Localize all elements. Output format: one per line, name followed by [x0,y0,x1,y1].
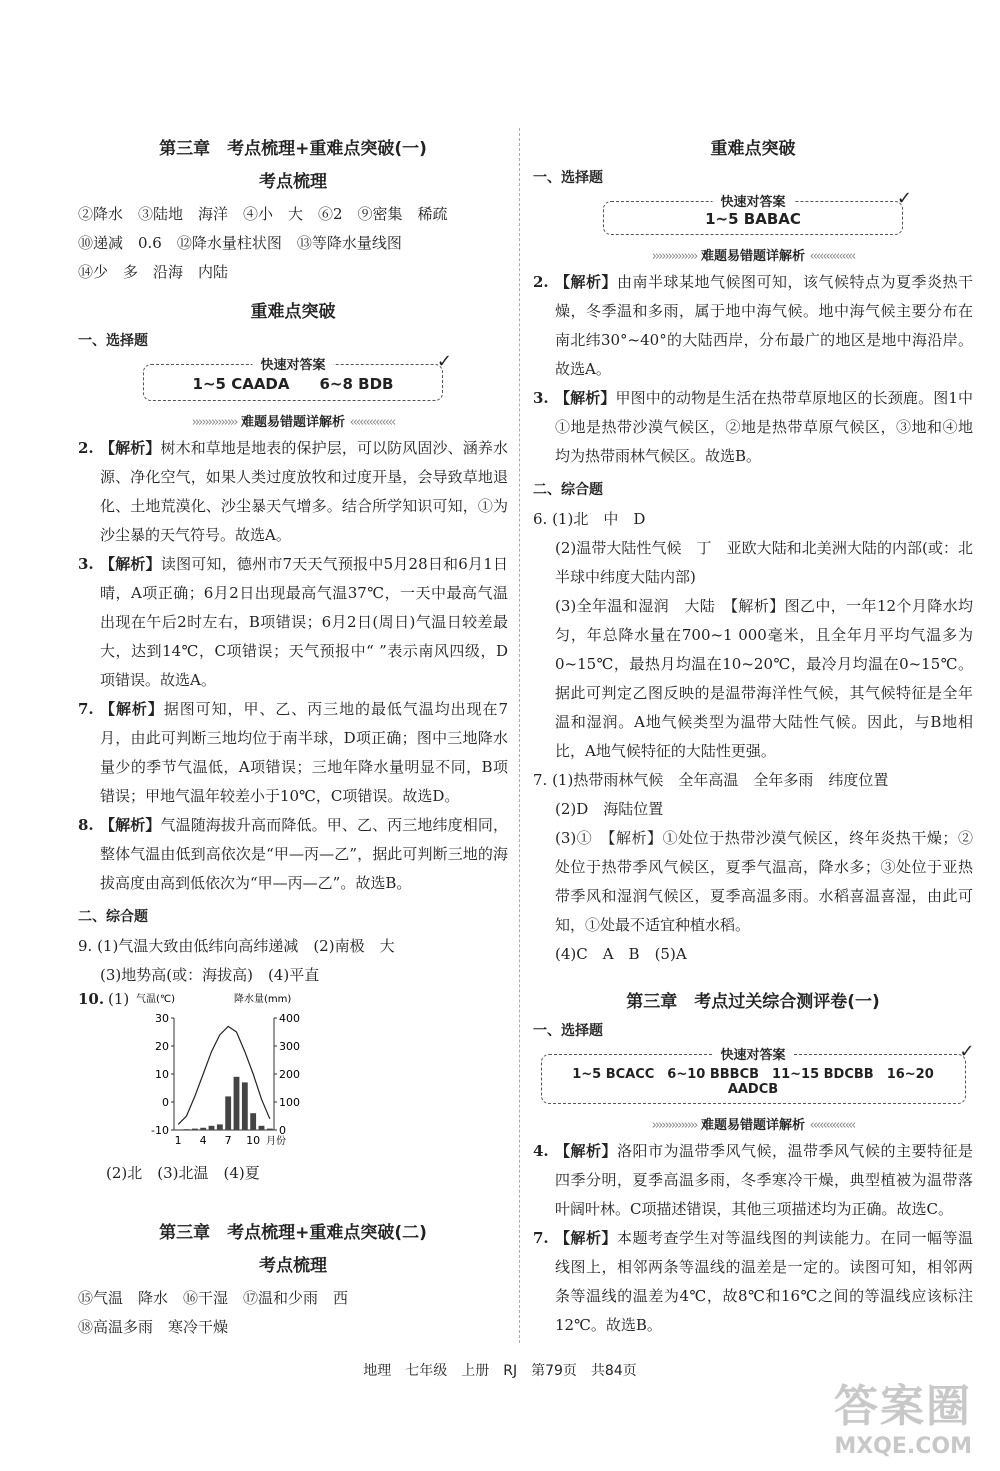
precipitation-bar [192,1129,198,1130]
quick-answer-box [143,351,452,401]
y2-tick-label: 100 [279,1096,300,1109]
analysis-item: 3. 【解析】甲图中的动物是生活在热带草原地区的长颈鹿。图1中①地是热带沙漠气候区，②地是热带草原气候区，③地和④地均为热带雨林气候区。故选B。 [533,389,973,465]
precipitation-bar [209,1126,215,1130]
question-part: (1) [108,990,130,1008]
temperature-line [178,1026,270,1124]
answer-line: 9. (1)气温大致由低纬向高纬递减 (2)南极 大 [78,937,395,955]
y-axis-label: 气温(℃) [136,994,176,1005]
right-column [533,128,973,1340]
answer-line: (2)D 海陆位置 [555,800,664,818]
left-column [78,128,508,1342]
answer-line: 7. (1)热带雨林气候 全年高温 全年多雨 纬度位置 [533,771,889,789]
checkmark-icon: ✓ [436,351,452,372]
y2-tick-label: 400 [279,1012,300,1025]
choice-heading: 一、选择题 [78,333,148,349]
analysis-item: 3. 【解析】读图可知，德州市7天天气预报中5月28日和6月1日晴，A项正确；6月2日出现最高气温37℃，一天中最高气温出现在午后2时左右，B项错误；6月2日(周日)气温日较差最大，达到14℃，C项错误；天气预报中“ ”表示南风四级，D项错误。故选A。 [78,555,508,689]
section-title: 第三章 考点梳理+重难点突破(二) [159,1223,427,1243]
quick-answers: 1~5 BCACC 6~10 BBBCB 11~15 BDCBB 16~20 AADCB [572,1067,934,1097]
y2-tick-label: 200 [279,1068,300,1081]
precipitation-bar [242,1082,248,1130]
answer-line: (3)① 【解析】①处位于热带沙漠气候区，终年炎热干燥；②处位于热带季风气候区，夏季气温高，降水多；③处位于亚热带季风和湿润气候区，夏季高温多雨。水稻喜温喜湿，由此可知，①处最不适宜种植水稻。 [555,829,973,934]
subsection-title: 重难点突破 [710,139,796,159]
x-tick-label: 7 [224,1134,232,1147]
answer-line: (3)地势高(或：海拔高) (4)平直 [100,966,320,984]
y2-tick-label: 300 [279,1040,300,1053]
column-divider [519,128,520,1343]
answer-line: ⑩递减 0.6 ⑫降水量柱状图 ⑬等降水量线图 [78,234,402,252]
y2-tick-label: 0 [279,1124,286,1137]
synthesis-heading: 二、综合题 [533,482,603,498]
analysis-item: 2. 【解析】由南半球某地气候图可知，该气候特点为夏季炎热干燥，冬季温和多雨，属于地中海气候。地中海气候主要分布在南北纬30°~40°的大陆西岸，分布最广的地区是地中海沿岸。故选A。 [533,273,973,378]
quick-answer-label: 快速对答案 [712,1044,793,1063]
quick-answer-box [603,188,912,235]
analysis-banner: ›››››››››››››› 难题易错题详解析 ‹‹‹‹‹‹‹‹‹‹‹‹‹‹ [651,1118,855,1133]
quick-answer-box [541,1041,975,1104]
analysis-item: 2. 【解析】树木和草地是地表的保护层，可以防风固沙、涵养水源、净化空气，如果人类过度放牧和过度开垦，会导致草地退化、土地荒漠化、沙尘暴天气增多。结合所学知识可知，①为沙尘暴的天气符号。故选A。 [78,439,508,544]
answer-line: (4)C A B (5)A [555,945,687,963]
watermark-logo: 答案圈 [834,1381,972,1432]
precipitation-bar [200,1128,206,1130]
subsection-title: 考点梳理 [259,172,327,192]
choice-heading: 一、选择题 [533,170,603,186]
answer-line: (2)北 (3)北温 (4)夏 [106,1164,260,1182]
precipitation-bar [184,1129,190,1130]
precipitation-bar [250,1113,256,1130]
choice-heading: 一、选择题 [533,1023,603,1039]
answer-line: 6. (1)北 中 D [533,510,646,528]
precipitation-bar [267,1129,273,1130]
arrow-decoration-icon: ›››››››››››››› [651,1118,697,1133]
precipitation-bar [225,1096,231,1130]
x-tick-label: 10 [246,1134,261,1147]
y2-axis-label: 降水量(mm) [234,994,292,1005]
climate-chart-svg [134,990,334,1155]
watermark [834,1370,972,1459]
precipitation-bar [175,1129,181,1130]
x-axis-label: 月份 [266,1136,286,1147]
analysis-item: 4. 【解析】洛阳市为温带季风气候，温带季风气候的主要特征是四季分明，夏季高温多雨，冬季寒冷干燥，典型植被为温带落叶阔叶林。C项描述错误，其他三项描述均为正确。故选C。 [533,1142,973,1218]
arrow-decoration-icon: ›››››››››››››› [651,249,697,264]
precipitation-bar [234,1077,240,1130]
y-tick-label: 30 [155,1012,169,1025]
answer-line: ②降水 ③陆地 海洋 ④小 大 ⑥2 ⑨密集 稀疏 [78,205,448,223]
climate-chart [134,990,334,1159]
checkmark-icon: ✓ [896,188,912,209]
answer-line: ⑱高温多雨 寒冷干燥 [78,1318,229,1336]
quick-answer-label: 快速对答案 [712,191,793,210]
quick-answers: 1~5 BABAC [705,210,801,228]
section-title: 第三章 考点过关综合测评卷(一) [626,992,880,1012]
question-number: 10. [78,990,105,1008]
answer-line: (3)全年温和湿润 大陆 【解析】图乙中，一年12个月降水均匀，年总降水量在700~1 000毫米，且全年月平均气温多为0~15℃，最热月均温在10~20℃，最冷月均温在0~15℃。据此可判定乙图反映的是温带海洋性气候，其气候特征是全年温和湿润。A地气候类型为温带大陆性气候。因此，与B地相比，A地气候特征的大陆性更强。 [555,597,973,760]
subsection-title: 考点梳理 [259,1256,327,1276]
analysis-item: 8. 【解析】气温随海拔升高而降低。甲、乙、丙三地纬度相同，整体气温由低到高依次是“甲—丙—乙”，据此可判断三地的海拔高度由高到低依次为“甲—丙—乙”。故选B。 [78,816,508,892]
precipitation-bar [217,1124,223,1130]
analysis-item: 7. 【解析】本题考查学生对等温线图的判读能力。在同一幅等温线图上，相邻两条等温线的温差是一定的。读图可知，相邻两条等温线的温差为4℃，故8℃和16℃之间的等温线应该标注12℃。故选B。 [533,1229,973,1334]
arrow-decoration-icon: ‹‹‹‹‹‹‹‹‹‹‹‹‹‹ [809,1118,855,1133]
synthesis-heading: 二、综合题 [78,909,148,925]
question-10 [78,990,508,1159]
arrow-decoration-icon: ‹‹‹‹‹‹‹‹‹‹‹‹‹‹ [349,415,395,430]
analysis-banner: ›››››››››››››› 难题易错题详解析 ‹‹‹‹‹‹‹‹‹‹‹‹‹‹ [191,415,395,430]
x-tick-label: 1 [174,1134,182,1147]
answer-line: ⑮气温 降水 ⑯干湿 ⑰温和少雨 西 [78,1289,349,1307]
quick-answer-label: 快速对答案 [252,354,333,373]
x-tick-label: 4 [199,1134,207,1147]
answer-line: ⑭少 多 沿海 内陆 [78,263,229,281]
quick-answers: 1~5 CAADA 6~8 BDB [192,375,394,393]
y-tick-label: -10 [151,1124,169,1137]
y-tick-label: 10 [155,1068,169,1081]
answer-line: (2)温带大陆性气候 丁 亚欧大陆和北美洲大陆的内部(或：北半球中纬度大陆内部) [555,539,973,586]
page-footer: 地理 七年级 上册 RJ 第79页 共84页 [363,1363,637,1379]
watermark-url: MXQE.COM [834,1434,972,1459]
arrow-decoration-icon: ›››››››››››››› [191,415,237,430]
arrow-decoration-icon: ‹‹‹‹‹‹‹‹‹‹‹‹‹‹ [809,249,855,264]
precipitation-bar [259,1126,265,1130]
analysis-item: 7. 【解析】据图可知，甲、乙、丙三地的最低气温均出现在7月，由此可判断三地均位于南半球，D项正确；图中三地降水量少的季节气温低，A项错误；三地年降水量明显不同，B项错误；甲地气温年较差小于10℃，C项错误。故选D。 [78,700,508,805]
y-tick-label: 20 [155,1040,169,1053]
section-title: 第三章 考点梳理+重难点突破(一) [159,139,427,159]
checkmark-icon: ✓ [959,1041,975,1062]
subsection-title: 重难点突破 [250,302,336,322]
analysis-banner: ›››››››››››››› 难题易错题详解析 ‹‹‹‹‹‹‹‹‹‹‹‹‹‹ [651,249,855,264]
y-tick-label: 0 [162,1096,169,1109]
